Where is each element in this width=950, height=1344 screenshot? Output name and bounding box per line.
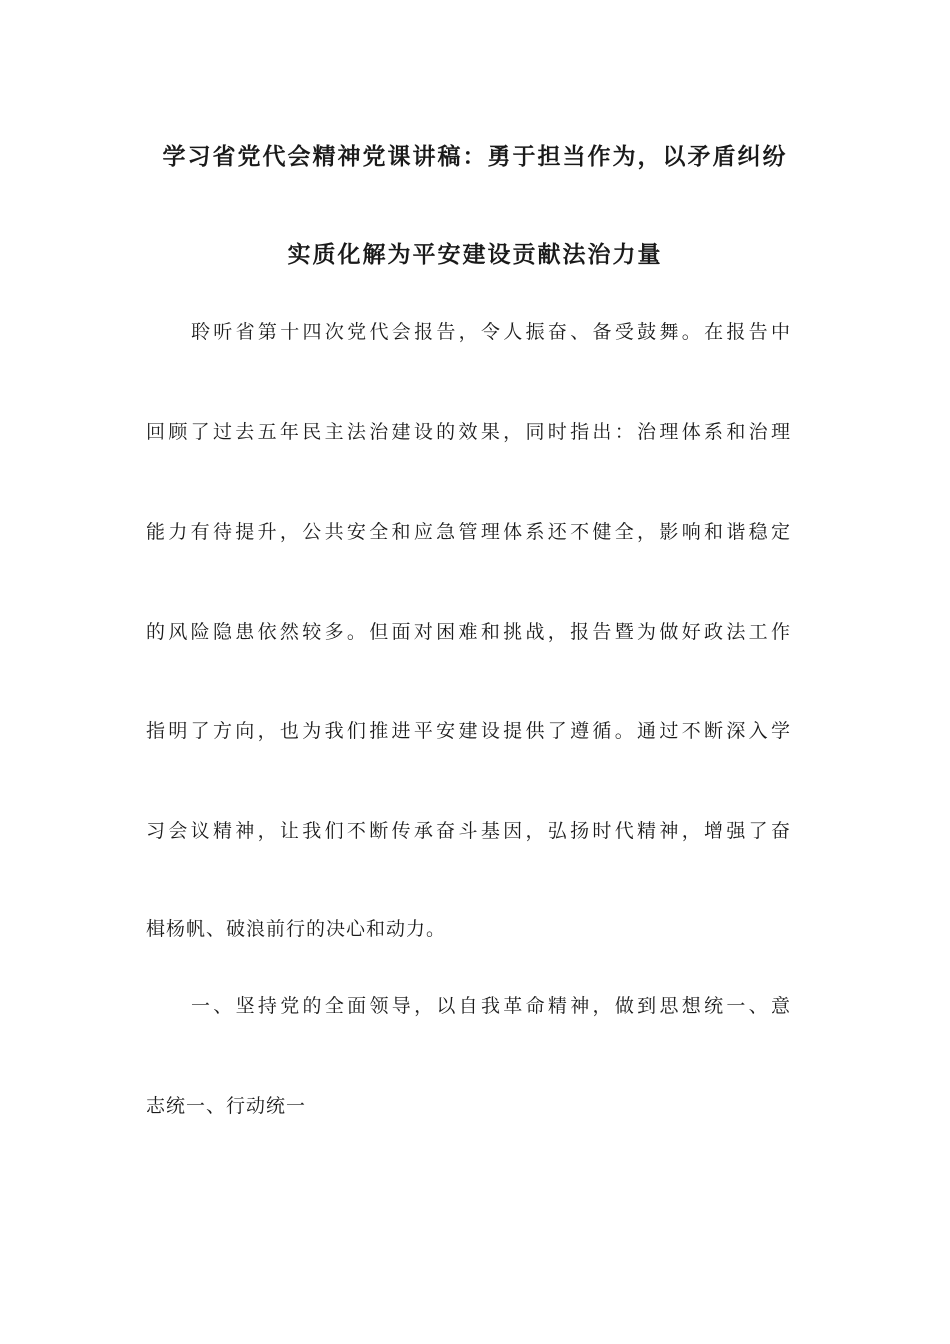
paragraph-1-line-4: 的风险隐患依然较多。但面对困难和挑战，报告暨为做好政法工作 (146, 621, 791, 643)
section-heading-1-line-2: 志统一、行动统一 (146, 1095, 307, 1117)
paragraph-1-line-2: 回顾了过去五年民主法治建设的效果，同时指出：治理体系和治理 (146, 421, 791, 443)
section-heading-1-line-1: 一、坚持党的全面领导，以自我革命精神，做到思想统一、意 (191, 995, 791, 1017)
paragraph-1-line-7: 楫杨帆、破浪前行的决心和动力。 (146, 918, 447, 940)
document-title-line-1: 学习省党代会精神党课讲稿：勇于担当作为，以矛盾纠纷 (162, 144, 788, 170)
paragraph-1-line-6: 习会议精神，让我们不断传承奋斗基因，弘扬时代精神，增强了奋 (146, 820, 791, 842)
document-title-line-2: 实质化解为平安建设贡献法治力量 (287, 242, 663, 268)
paragraph-1-line-3: 能力有待提升，公共安全和应急管理体系还不健全，影响和谐稳定 (146, 521, 791, 543)
paragraph-1-line-5: 指明了方向，也为我们推进平安建设提供了遵循。通过不断深入学 (146, 720, 791, 742)
paragraph-1-line-1: 聆听省第十四次党代会报告，令人振奋、备受鼓舞。在报告中 (191, 321, 791, 343)
